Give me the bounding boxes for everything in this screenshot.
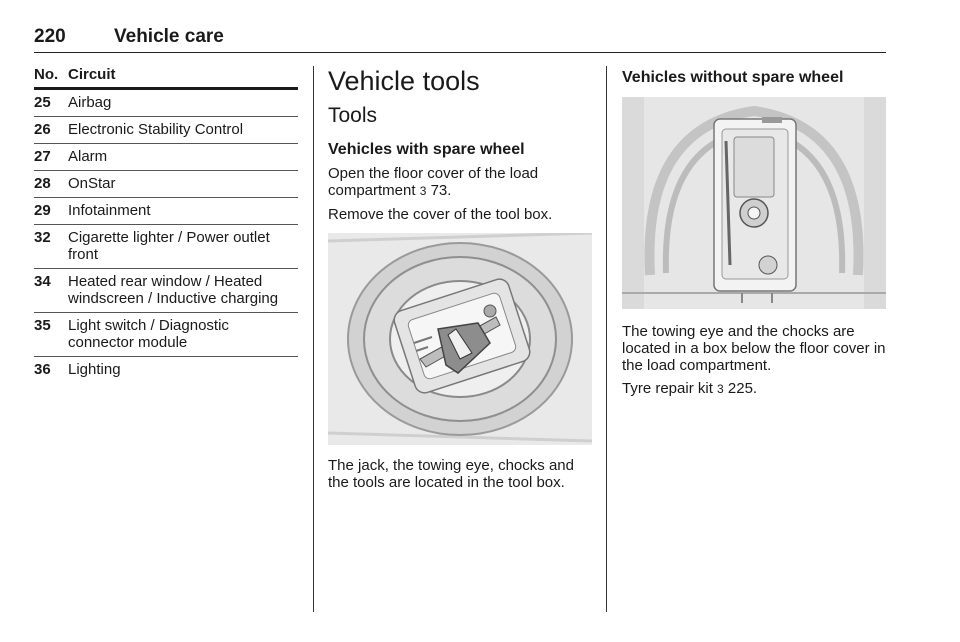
- fuse-number: 25: [34, 94, 51, 111]
- fuse-number: 35: [34, 317, 51, 334]
- fuse-circuit: Infotainment: [68, 202, 151, 219]
- table-row: [34, 269, 298, 313]
- table-row: [34, 313, 298, 357]
- table-row: [34, 357, 298, 383]
- page-ref-arrow-icon: 3: [419, 184, 427, 198]
- instruction-text: [328, 165, 592, 200]
- fuse-number: 34: [34, 273, 51, 290]
- table-row: [34, 144, 298, 171]
- fuse-number: 36: [34, 361, 51, 378]
- fuse-circuit: Alarm: [68, 148, 108, 165]
- fuse-circuit: OnStar: [68, 175, 116, 192]
- fuse-circuit: Heated rear window / Heated windscreen / Inductive charging: [68, 273, 279, 307]
- repair-kit-reference: [622, 380, 886, 398]
- vehicle-tools-section: [328, 66, 592, 491]
- fuse-number: 29: [34, 202, 51, 219]
- page-ref-link[interactable]: 225.: [727, 380, 758, 397]
- fuse-table-header: [34, 66, 298, 90]
- fuse-number: 26: [34, 121, 51, 138]
- fuse-circuit: Airbag: [68, 94, 112, 111]
- section-heading: Vehicle tools: [328, 66, 480, 96]
- col-circuit-header: Circuit: [68, 66, 116, 83]
- no-spare-heading: Vehicles without spare wheel: [622, 69, 844, 86]
- page-header: [34, 26, 886, 53]
- section-title: Vehicle care: [114, 26, 224, 47]
- tool-box-image: [622, 97, 886, 309]
- table-row: [34, 117, 298, 144]
- table-row: [34, 90, 298, 117]
- column-divider: [313, 66, 314, 612]
- table-row: [34, 225, 298, 269]
- spare-wheel-heading: Vehicles with spare wheel: [328, 141, 525, 158]
- fuse-circuit: Light switch / Diagnostic connector module: [68, 317, 229, 351]
- subsection-heading: Tools: [328, 104, 378, 127]
- page-ref-arrow-icon: 3: [717, 382, 724, 396]
- fuse-circuit: Cigarette lighter / Power outlet front: [68, 229, 270, 263]
- instruction-text: Remove the cover of the tool box.: [328, 206, 553, 223]
- no-spare-wheel-section: [622, 66, 886, 398]
- spare-wheel-tools-image: [328, 233, 592, 445]
- instruction-body: Open the floor cover of the load compartment: [328, 165, 539, 199]
- col-no-header: No.: [34, 66, 59, 83]
- fuse-circuit: Lighting: [68, 361, 121, 378]
- fuse-circuit: Electronic Stability Control: [68, 121, 244, 138]
- table-row: [34, 171, 298, 198]
- tool-box-illustration: [622, 97, 886, 309]
- fuse-number: 32: [34, 229, 51, 246]
- fuse-number: 28: [34, 175, 51, 192]
- image-caption: The jack, the towing eye, chocks and the tools are located in the tool box.: [328, 457, 574, 491]
- spare-wheel-illustration: [328, 233, 592, 445]
- repair-kit-text: Tyre repair kit: [622, 380, 713, 397]
- page-ref-link[interactable]: 73.: [430, 182, 452, 199]
- fuse-number: 27: [34, 148, 51, 165]
- page-number: 220: [34, 26, 66, 47]
- table-row: [34, 198, 298, 225]
- fuse-table: [34, 66, 298, 383]
- image-caption: The towing eye and the chocks are located in a box below the floor cover in the load compartment.: [622, 323, 886, 374]
- column-divider: [606, 66, 607, 612]
